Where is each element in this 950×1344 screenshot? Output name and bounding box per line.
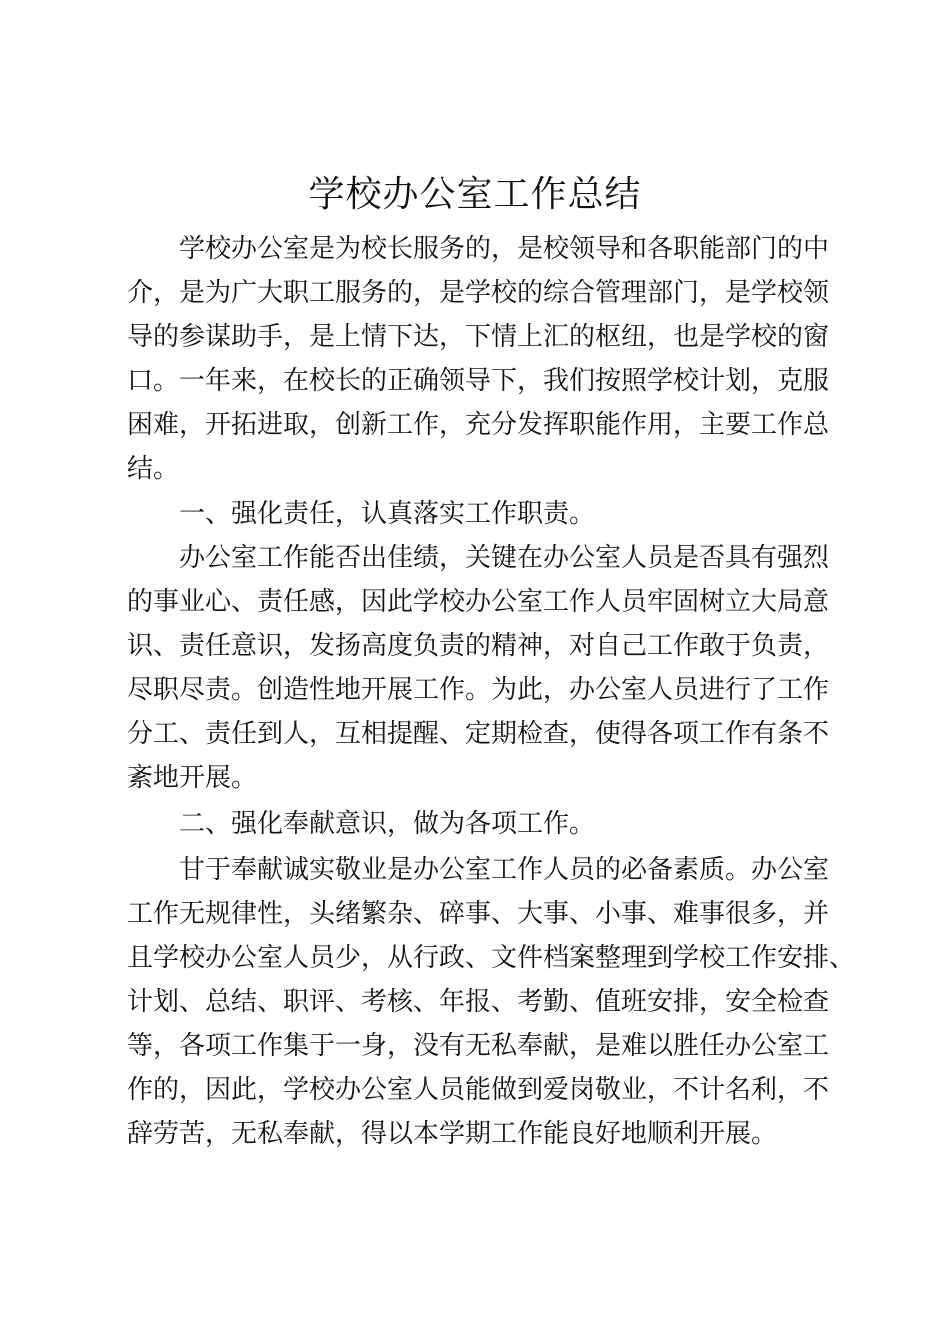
intro-line-5: 困难，开拓进取，创新工作，充分发挥职能作用，主要工作总 — [127, 410, 830, 440]
section-1-line-5: 分工、责任到人，互相提醒、定期检查，使得各项工作有条不 — [127, 719, 830, 749]
section-heading-1: 一、强化责任，认真落实工作职责。 — [179, 499, 596, 529]
section-heading-2: 二、强化奉献意识，做为各项工作。 — [179, 809, 596, 839]
section-2-line-3: 且学校办公室人员少，从行政、文件档案整理到学校工作安排、 — [127, 943, 856, 973]
section-1-line-3: 识、责任意识，发扬高度负责的精神，对自己工作敢于负责， — [127, 631, 830, 661]
intro-line-4: 口。一年来，在校长的正确领导下，我们按照学校计划，克服 — [127, 366, 830, 396]
intro-line-6: 结。 — [127, 454, 180, 484]
section-1-line-6: 紊地开展。 — [127, 763, 258, 793]
document-title: 学校办公室工作总结 — [308, 174, 642, 215]
intro-line-1: 学校办公室是为校长服务的，是校领导和各职能部门的中 — [179, 234, 830, 264]
section-2-line-4: 计划、总结、职评、考核、年报、考勤、值班安排，安全检查 — [127, 987, 830, 1017]
section-2-line-1: 甘于奉献诚实敬业是办公室工作人员的必备素质。办公室 — [179, 855, 830, 885]
intro-line-2: 介，是为广大职工服务的，是学校的综合管理部门，是学校领 — [127, 278, 830, 308]
section-1-line-4: 尽职尽责。创造性地开展工作。为此，办公室人员进行了工作 — [127, 675, 830, 705]
section-1-line-1: 办公室工作能否出佳绩，关键在办公室人员是否具有强烈 — [179, 543, 830, 573]
section-2-line-7: 辞劳苦，无私奉献，得以本学期工作能良好地顺利开展。 — [127, 1119, 778, 1149]
section-2-line-6: 作的，因此，学校办公室人员能做到爱岗敬业，不计名利，不 — [127, 1075, 830, 1105]
section-2-line-2: 工作无规律性，头绪繁杂、碎事、大事、小事、难事很多，并 — [127, 899, 830, 929]
intro-line-3: 导的参谋助手，是上情下达，下情上汇的枢纽，也是学校的窗 — [127, 322, 830, 352]
section-1-line-2: 的事业心、责任感，因此学校办公室工作人员牢固树立大局意 — [127, 587, 830, 617]
section-2-line-5: 等，各项工作集于一身，没有无私奉献，是难以胜任办公室工 — [127, 1031, 830, 1061]
